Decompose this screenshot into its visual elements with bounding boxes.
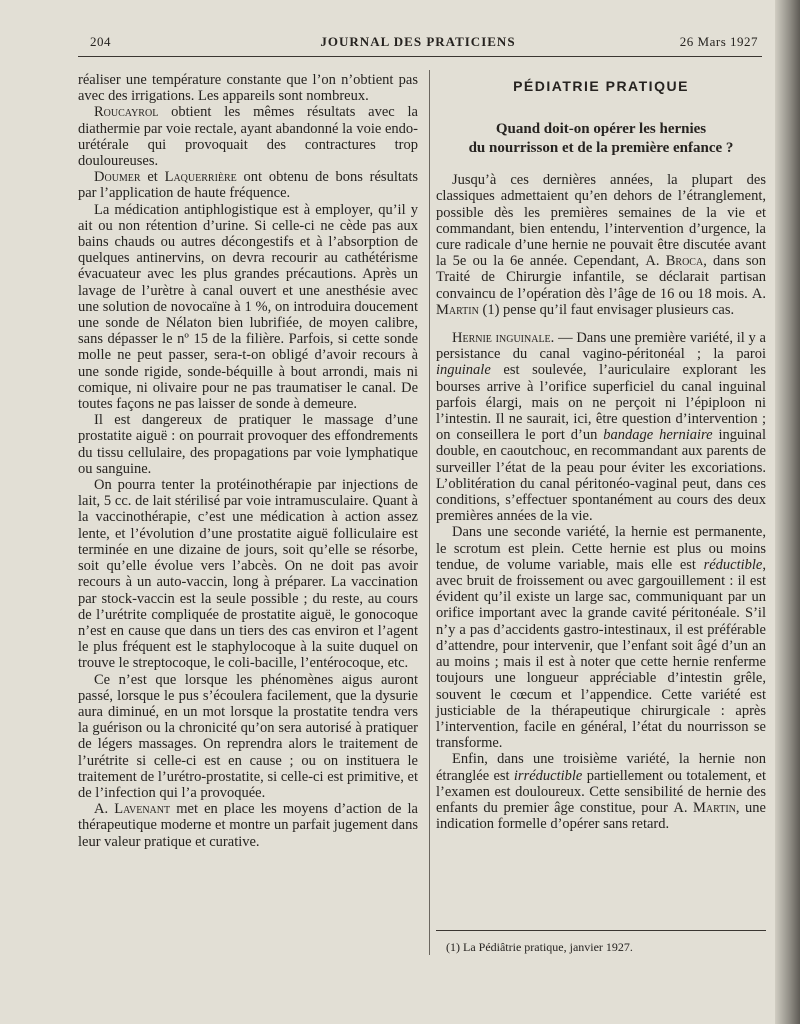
left-column <box>78 72 418 850</box>
paragraph: La médication antiphlogistique est à employer, qu’il y ait ou non rétention d’urine. Si celle-ci ne cède pas aux bains chauds ou autres décongestifs et à l’absorption de quelques antinervins, on devra recourir au cathétérisme évacuateur avec les plus grandes précautions. Après un lavage de l’urètre à canal ouvert et une anesthésie avec une solution de novocaïne à 1 %, on introduira doucement une sonde de Nélaton bien lubrifiée, de moyen calibre, sans dépasser le nº 15 de la filière. Parfois, si cette sonde molle ne peut passer, sera-t-on obligé d’avoir recours à une sonde rigide, sonde-béquille à bout arrondi, mais ni comique, ni olivaire pour ne pas traumatiser le canal. De toutes façons ne pas laisser de sonde à demeure. <box>78 201 418 413</box>
paragraph: Enfin, dans une troisième variété, la hernie non étranglée est irréductible partiellement ou totalement, et l’examen est douloureux. Cette sensibilité de hernie des enfants du premier âge constitue, pour A. Martin, une indication formelle d’opérer sans retard. <box>436 751 766 833</box>
paragraph: Il est dangereux de pratiquer le massage d’une prostatite aiguë : on pourrait provoquer des effondrements du tissu cellulaire, des propagations par voie lymphatique ou sanguine. <box>78 412 418 477</box>
page-edge-shadow <box>775 0 800 1024</box>
footnote-rule <box>436 930 766 931</box>
paragraph: Roucayrol obtient les mêmes résultats avec la diathermie par voie rectale, ayant abandonné la voie endo-urétérale qui provoquait des contractures trop douloureuses. <box>78 104 418 170</box>
journal-title: JOURNAL DES PRATICIENS <box>320 34 516 49</box>
paragraph: Jusqu’à ces dernières années, la plupart des classiques admettaient qu’en dehors de l’étranglement, possible dès les premières semaines de la vie et commandant, bien entendu, l’intervention d’urgence, la cure radicale d’une hernie ne pouvait être discutée avant la 5e ou la 6e année. Cependant, A. Broca, dans son Traité de Chirurgie infantile, se déclarait partisan convaincu de l’opération dès l’âge de 16 ou 18 mois. A. Martin (1) pense qu’il faut envisager plusieurs cas. <box>436 172 766 318</box>
author-name: A. Martin <box>673 799 736 816</box>
author-name: Roucayrol <box>94 104 159 121</box>
article-title: Quand doit-on opérer les hernies du nourrisson et de la première enfance ? <box>468 121 734 157</box>
paragraph: Doumer et Laquerrière ont obtenu de bons résultats par l’application de haute fréquence. <box>78 169 418 202</box>
paragraph: On pourra tenter la protéinothérapie par injections de lait, 5 cc. de lait stérilisé par voie intramusculaire. Quant à la vaccinothérapie, c’est une médication à action assez lente, et l’évolution d’une prostatite aiguë folliculaire est terminée en une dizaine de jours, soit qu’elle se résorbe, soit qu’elle évolue vers l’abcès. On ne doit pas avoir recours à un auto-vaccin, long à préparer. La vaccination par stock-vaccin est la seule possible ; du reste, au cours de l’urétrite compliquée de prostatite aiguë, le gonocoque n’est en cause que dans un tiers des cas environ et l’agent le plus fréquent est le staphylocoque à la suite duquel on trouve le streptocoque, le coli-bacille, l’entérocoque, etc. <box>78 477 418 672</box>
subsection-heading: Hernie inguinale. <box>452 330 555 347</box>
paragraph: réaliser une température constante que l’on n’obtient pas avec des irrigations. Les appareils sont nombreux. <box>78 72 418 105</box>
author-name: A. Broca <box>645 253 704 270</box>
paragraph: Hernie inguinale. — Dans une première variété, il y a persistance du canal vagino-péritonéal ; la paroi inguinale est soulevée, l’auriculaire explorant les bourses arrive à l’orifice superficiel du canal inguinal parfois élargi, mais on ne perçoit ni l’épiploon ni l’intestin. Il ne saurait, ici, être question d’intervention ; on conseillera le port d’un bandage herniaire inguinal double, en caoutchouc, en recommandant aux parents de surveiller l’état de la peau pour éviter les excoriations. L’oblitération du canal péritonéo-vaginal peut, dans ces conditions, s’effectuer spontanément au cours des deux premières années de la vie. <box>436 330 766 525</box>
paragraph: Dans une seconde variété, la hernie est permanente, le scrotum est plein. Cette hernie est plus ou moins tendue, de volume variable, mais elle est réductible, avec bruit de froissement ou avec gargouillement : il est évident qu’il existe un large sac, communiquant par un orifice important avec la grande cavité péritonéale. S’il n’y a pas d’accidents gastro-intestinaux, il est préférable d’attendre, pour intervenir, que l’enfant soit âgé d’un an au moins ; mais il est à noter que cette hernie renferme toujours une longueur appréciable d’intestin grêle, souvent le cœcum et l’appendice. Cette variété est justiciable de la thérapeutique chirurgicale : après l’intervention, facile en général, l’état du nourrisson se transforme. <box>436 524 766 752</box>
issue-date: 26 Mars 1927 <box>679 34 758 49</box>
section-title: PÉDIATRIE PRATIQUE <box>513 78 689 94</box>
running-header <box>78 34 758 54</box>
author-name: A. Martin <box>436 285 766 318</box>
paragraph: A. Lavenant met en place les moyens d’action de la thérapeutique moderne et montre un parfait jugement dans leur valeur pratique et curative. <box>78 801 418 850</box>
footnote: (1) La Pédiâtrie pratique, janvier 1927. <box>446 940 633 954</box>
author-name: Laquerrière <box>164 169 237 186</box>
paragraph: Ce n’est que lorsque les phénomènes aigus auront passé, lorsque le pus s’écoulera facilement, que la dysurie aura diminué, en un mot lorsque la prostatite tendra vers la guérison ou la chronicité qu’on sera autorisé à pratiquer de légers massages. On reprendra alors le traitement de l’urétrite si celle-ci est en cause ; ou on instituera le traitement de l’urétro-prostatite, si celle-ci est primitive, et de l’infection qui l’a provoquée. <box>78 671 418 801</box>
header-rule <box>78 56 762 57</box>
author-name: A. Lavenant <box>94 801 171 818</box>
column-divider <box>429 70 430 955</box>
right-column <box>436 78 766 832</box>
author-name: Doumer <box>94 169 141 186</box>
page-number: 204 <box>90 34 111 49</box>
